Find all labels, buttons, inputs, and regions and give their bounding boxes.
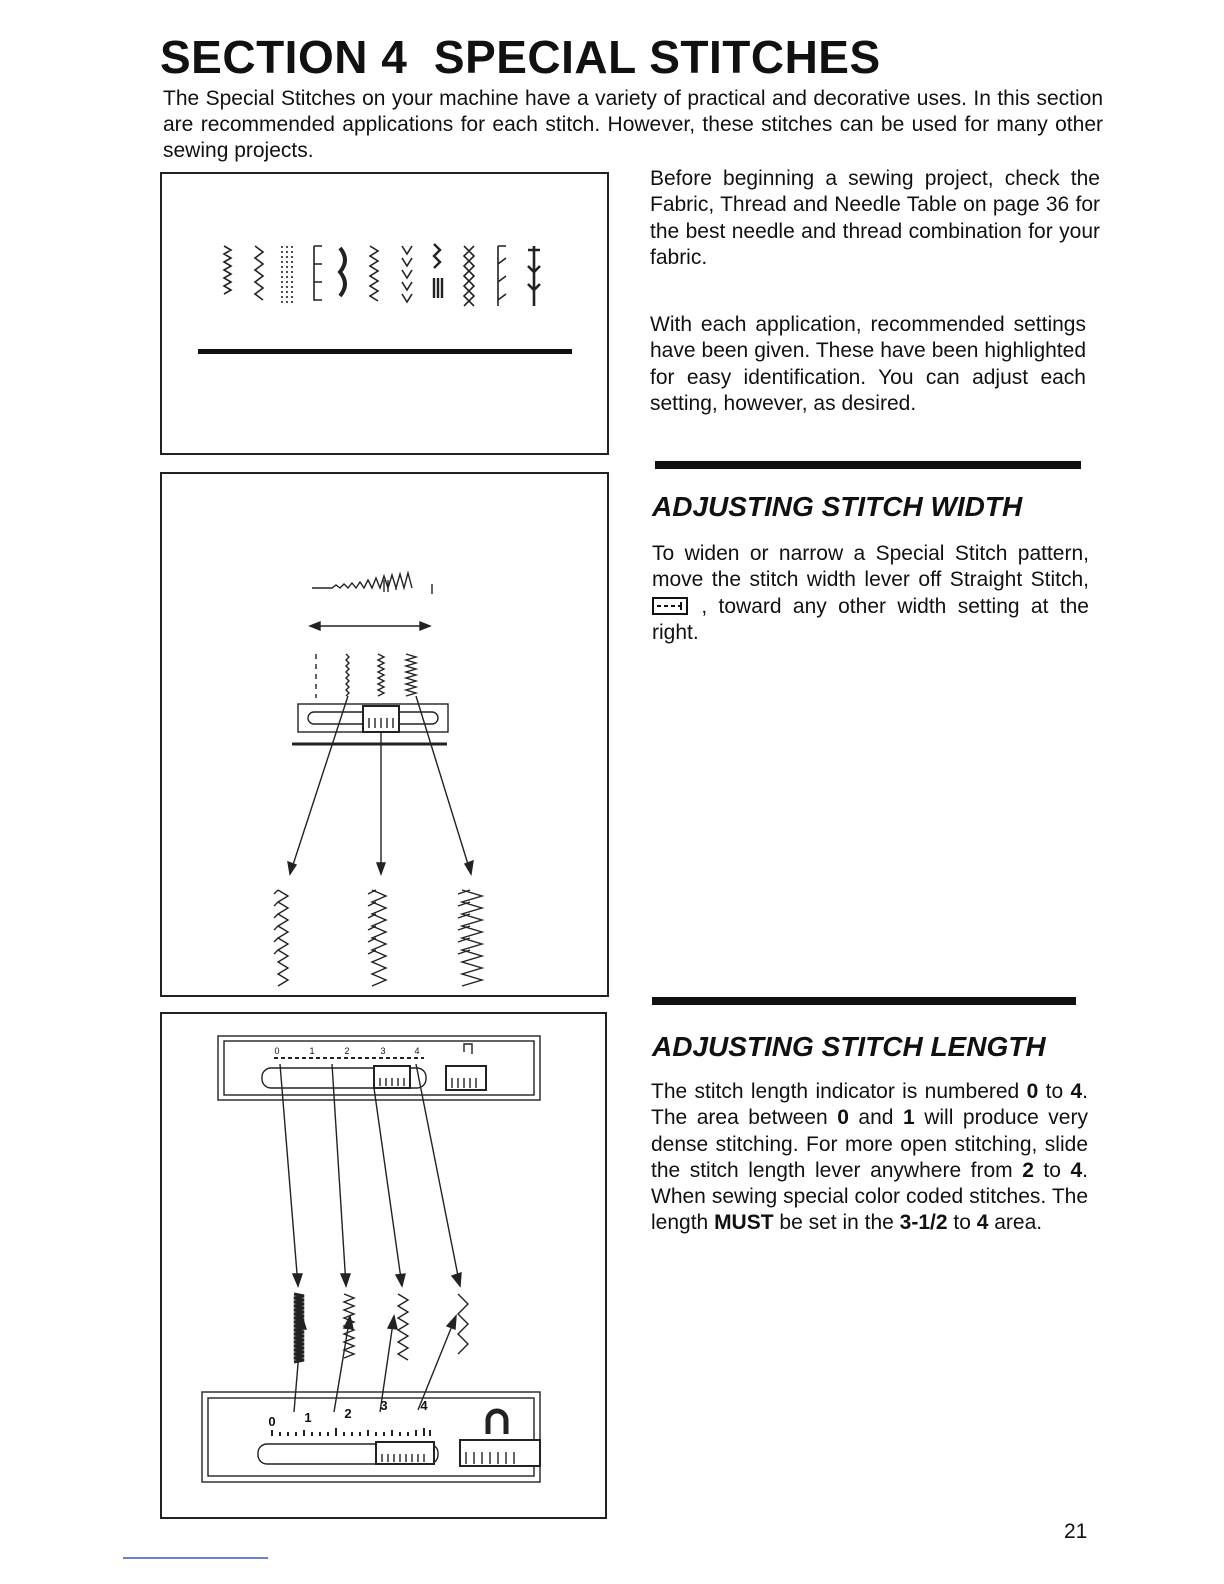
top-dial-label-3: 3 [380,1046,386,1056]
panel-rule [198,349,572,354]
stitch-patterns-illustration [162,174,611,457]
long-stitch-result-icon [458,1294,468,1354]
stitch-length-number-4b: 4 [1070,1158,1083,1182]
stitch-length-text-4: and [848,1106,903,1130]
stitch-length-illustration [162,1014,609,1521]
reverse-symbol-bottom-icon [488,1411,506,1434]
stitch-length-heading: ADJUSTING STITCH LENGTH [652,1031,1046,1062]
section-rule-length [652,997,1076,1005]
stitch-pattern-blind-hem-icon [314,246,322,300]
length-lever-bottom-knob-icon [376,1442,434,1464]
stitch-pattern-satin-wedge-icon [434,244,442,298]
arrow-narrow-icon [290,696,348,874]
stitch-length-must: MUST [714,1211,774,1235]
small-marks-icon [384,580,432,594]
stitch-width-illustration [162,474,611,999]
tapering-zigzag-icon [312,573,412,588]
arrow-length-2-icon [374,1088,402,1286]
width-medium-sample-icon [378,654,384,696]
width-wide-sample-icon [406,654,416,696]
stitch-length-text [651,1079,1088,1237]
stitch-length-text-9: to [947,1211,977,1235]
top-dial-label-0: 0 [274,1046,280,1056]
section-title: SECTION 4 SPECIAL STITCHES [160,31,881,83]
length-dial-bottom-ticks [272,1428,430,1436]
stitch-patterns-panel [160,172,609,455]
stitch-length-panel [160,1012,607,1519]
stitch-width-text-start: To widen or narrow a Special Stitch pattern, move the stitch width lever off Straight Stitch, [652,542,1089,592]
stitch-length-text-2: to [1038,1080,1071,1103]
stitch-length-text-1: The stitch length indicator is numbered [651,1080,1020,1103]
wide-feather-result-icon [458,890,482,986]
stitch-width-heading: ADJUSTING STITCH WIDTH [652,491,1023,522]
section-rule-width [655,461,1081,469]
stitch-pattern-zigzag-icon [224,246,231,294]
stitch-length-number-4: 4 [1070,1080,1083,1103]
length-dial-bottom [202,1392,540,1482]
stitch-pattern-ric-rac-icon [370,246,378,301]
stitch-pattern-honeycomb-icon [464,246,474,306]
page-number: 21 [1064,1520,1088,1543]
stitch-length-text-3: . The area between [651,1080,1088,1130]
stitch-length-number-0b: 0 [837,1106,849,1130]
medium-stitch-result-icon [398,1294,408,1360]
bottom-dial-label-2: 2 [344,1406,352,1421]
arrow-length-0-icon [280,1064,298,1286]
stitch-length-text-10: area. [988,1211,1043,1235]
straight-stitch-icon [652,596,690,616]
top-dial-label-4: 4 [414,1046,420,1056]
stitch-pattern-triple-straight-icon [282,246,292,306]
medium-feather-result-icon [368,890,386,986]
section-intro: The Special Stitches on your machine have a variety of practical and decorative uses. In this section are recommended applications for each stitch. However, these stitches can be used for many other sewing projects. [163,87,1103,162]
reverse-lever-bottom-knob-icon [460,1440,540,1466]
bottom-dial-label-3: 3 [380,1398,388,1413]
before-beginning-text: Before beginning a sewing project, check the Fabric, Thread and Needle Table on page 36 for the best needle and thread combination for your fabric. [650,167,1100,269]
stitch-length-range: 3-1/2 [899,1211,948,1235]
stitch-pattern-multi-zigzag-icon [255,246,263,300]
bottom-dial-label-4: 4 [420,1398,428,1413]
stitch-length-text-8: be set in the [773,1211,900,1235]
narrow-feather-result-icon [274,890,288,986]
stitch-length-text-5: will produce very dense stitching. For more open stitching, slide the stitch length lever anywhere from [651,1106,1088,1182]
footer-line [123,1557,268,1559]
stitch-length-text-7: . When sewing special color coded stitches. The length [651,1158,1088,1235]
stitch-length-number-1: 1 [902,1106,915,1130]
arrow-up-3-icon [418,1316,456,1410]
stitch-width-text [652,541,1089,646]
stitch-pattern-shell-icon [340,248,345,296]
stitch-pattern-arrow-feather-icon [498,246,506,306]
stitch-length-number-2: 2 [1022,1158,1034,1182]
stitch-length-text-6: to [1033,1158,1071,1182]
arrow-length-1-icon [332,1064,346,1286]
top-dial-label-1: 1 [309,1046,315,1056]
recommended-settings-text: With each application, recommended settings have been given. These have been highlighted for easy identification. You can adjust each setting, however, as desired. [650,313,1086,415]
stitch-length-number-4c: 4 [976,1211,989,1235]
arrow-wide-icon [416,696,471,874]
stitch-pattern-feather-icon [402,246,412,302]
stitch-width-panel [160,472,609,997]
stitch-pattern-overlock-icon [528,246,540,306]
top-dial-label-2: 2 [344,1046,350,1056]
stitch-width-text-end: , toward any other width setting at the right. [652,594,1089,644]
stitch-length-number-0: 0 [1026,1080,1039,1103]
arrow-length-3-icon [416,1064,460,1286]
reverse-symbol-top-icon [464,1044,472,1054]
bottom-dial-label-1: 1 [304,1410,312,1425]
width-narrow-sample-icon [346,654,349,696]
bottom-dial-label-0: 0 [268,1414,276,1429]
